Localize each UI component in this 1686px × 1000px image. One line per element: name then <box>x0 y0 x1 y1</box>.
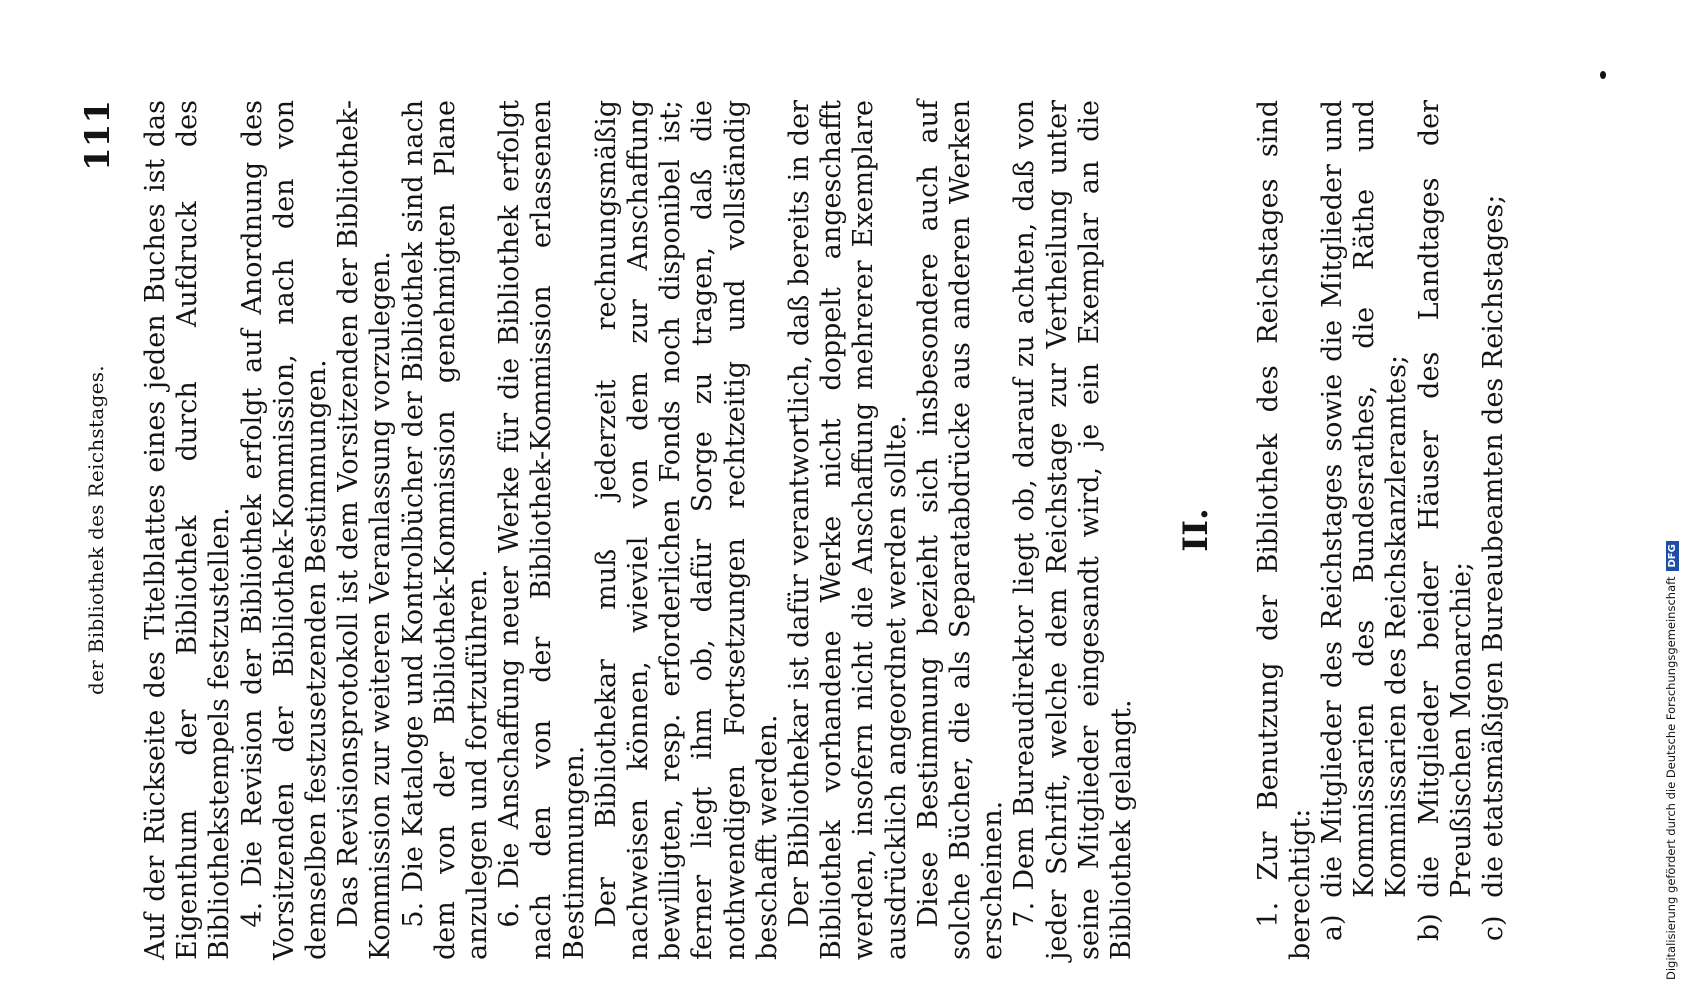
paragraph: Auf der Rückseite des Titelblattes eines jeden Buches ist das Eigenthum der Bibliothek durch Aufdruck des Bibliothekstempels festzustellen. <box>140 100 236 960</box>
list-item-text: die etatsmäßigen Bureaubeamten des Reichstages; <box>1477 194 1509 898</box>
page-header <box>78 100 124 960</box>
dfg-logo: DFG <box>1666 541 1679 570</box>
list-item-text: die Mitglieder beider Häuser des Landtages der Preußischen Monarchie; <box>1413 100 1477 898</box>
digitization-note <box>1664 20 1679 980</box>
paragraph: Der Bibliothekar ist dafür verantwortlich, daß bereits in der Bibliothek vorhandene Werke nicht doppelt angeschafft werden, insofern nicht die Anschaffung mehrerer Exemplare ausdrücklich angeordnet werden sollte. <box>784 100 912 960</box>
page-body <box>140 100 1510 960</box>
list-item <box>1478 100 1510 960</box>
running-title: der Bibliothek des Reichstages. <box>84 365 108 695</box>
rotated-page <box>78 100 1509 960</box>
section-numeral: II. <box>1176 508 1217 552</box>
paragraph: Das Revisionsprotokoll ist dem Vorsitzenden der Bibliothek-Kommission zur weiteren Veranlassung vorzulegen. <box>333 100 397 960</box>
page-number: 111 <box>78 100 118 171</box>
digitization-note-text: Digitalisierung gefördert durch die Deutsche Forschungsgemeinschaft <box>1664 576 1678 980</box>
list-item-text: die Mitglieder des Reichstages sowie die Mitglieder und Kommissarien des Bundesrathes, die Räthe und Kommissarien des Reichskanzleramtes; <box>1316 100 1413 898</box>
scan-speck <box>1600 71 1606 79</box>
list-item <box>1414 100 1478 960</box>
paragraph: 5. Die Kataloge und Kontrolbücher der Bibliothek sind nach dem von der Bibliothek-Kommission genehmigten Plane anzulegen und fortzuführen. <box>397 100 494 960</box>
list-item-letter: c) <box>1477 915 1509 942</box>
section-intro: 1. Zur Benutzung der Bibliothek des Reichstages sind berechtigt: <box>1252 100 1316 960</box>
list-item-letter: a) <box>1316 914 1348 942</box>
paragraph: Diese Bestimmung bezieht sich insbesondere auch auf solche Bücher, die als Separatabdrücke aus anderen Werken erscheinen. <box>912 100 1009 960</box>
paragraph: 7. Dem Bureaudirektor liegt ob, darauf zu achten, daß von jeder Schrift, welche dem Reichstage zur Vertheilung unter seine Mitglieder eingesandt wird, je ein Exemplar an die Bibliothek gelangt. <box>1009 100 1138 960</box>
list-item <box>1317 100 1414 960</box>
paragraph: 6. Die Anschaffung neuer Werke für die Bibliothek erfolgt nach den von der Bibliothek-Kommission erlassenen Bestimmungen. <box>494 100 590 960</box>
list-item-letter: b) <box>1413 913 1445 942</box>
paragraph: Der Bibliothekar muß jederzeit rechnungsmäßig nachweisen können, wieviel von dem zur Anschaffung bewilligten, resp. erforderlichen Fonds noch disponibel ist; ferner liegt ihm ob, dafür Sorge zu tragen, daß die nothwendigen Fortsetzungen rechtzeitig und vollständig beschafft werden. <box>590 100 783 960</box>
paragraph: 4. Die Revision der Bibliothek erfolgt auf Anordnung des Vorsitzenden der Bibliothek-Kommission, nach den von demselben festzusetzenden Bestimmungen. <box>236 100 333 960</box>
